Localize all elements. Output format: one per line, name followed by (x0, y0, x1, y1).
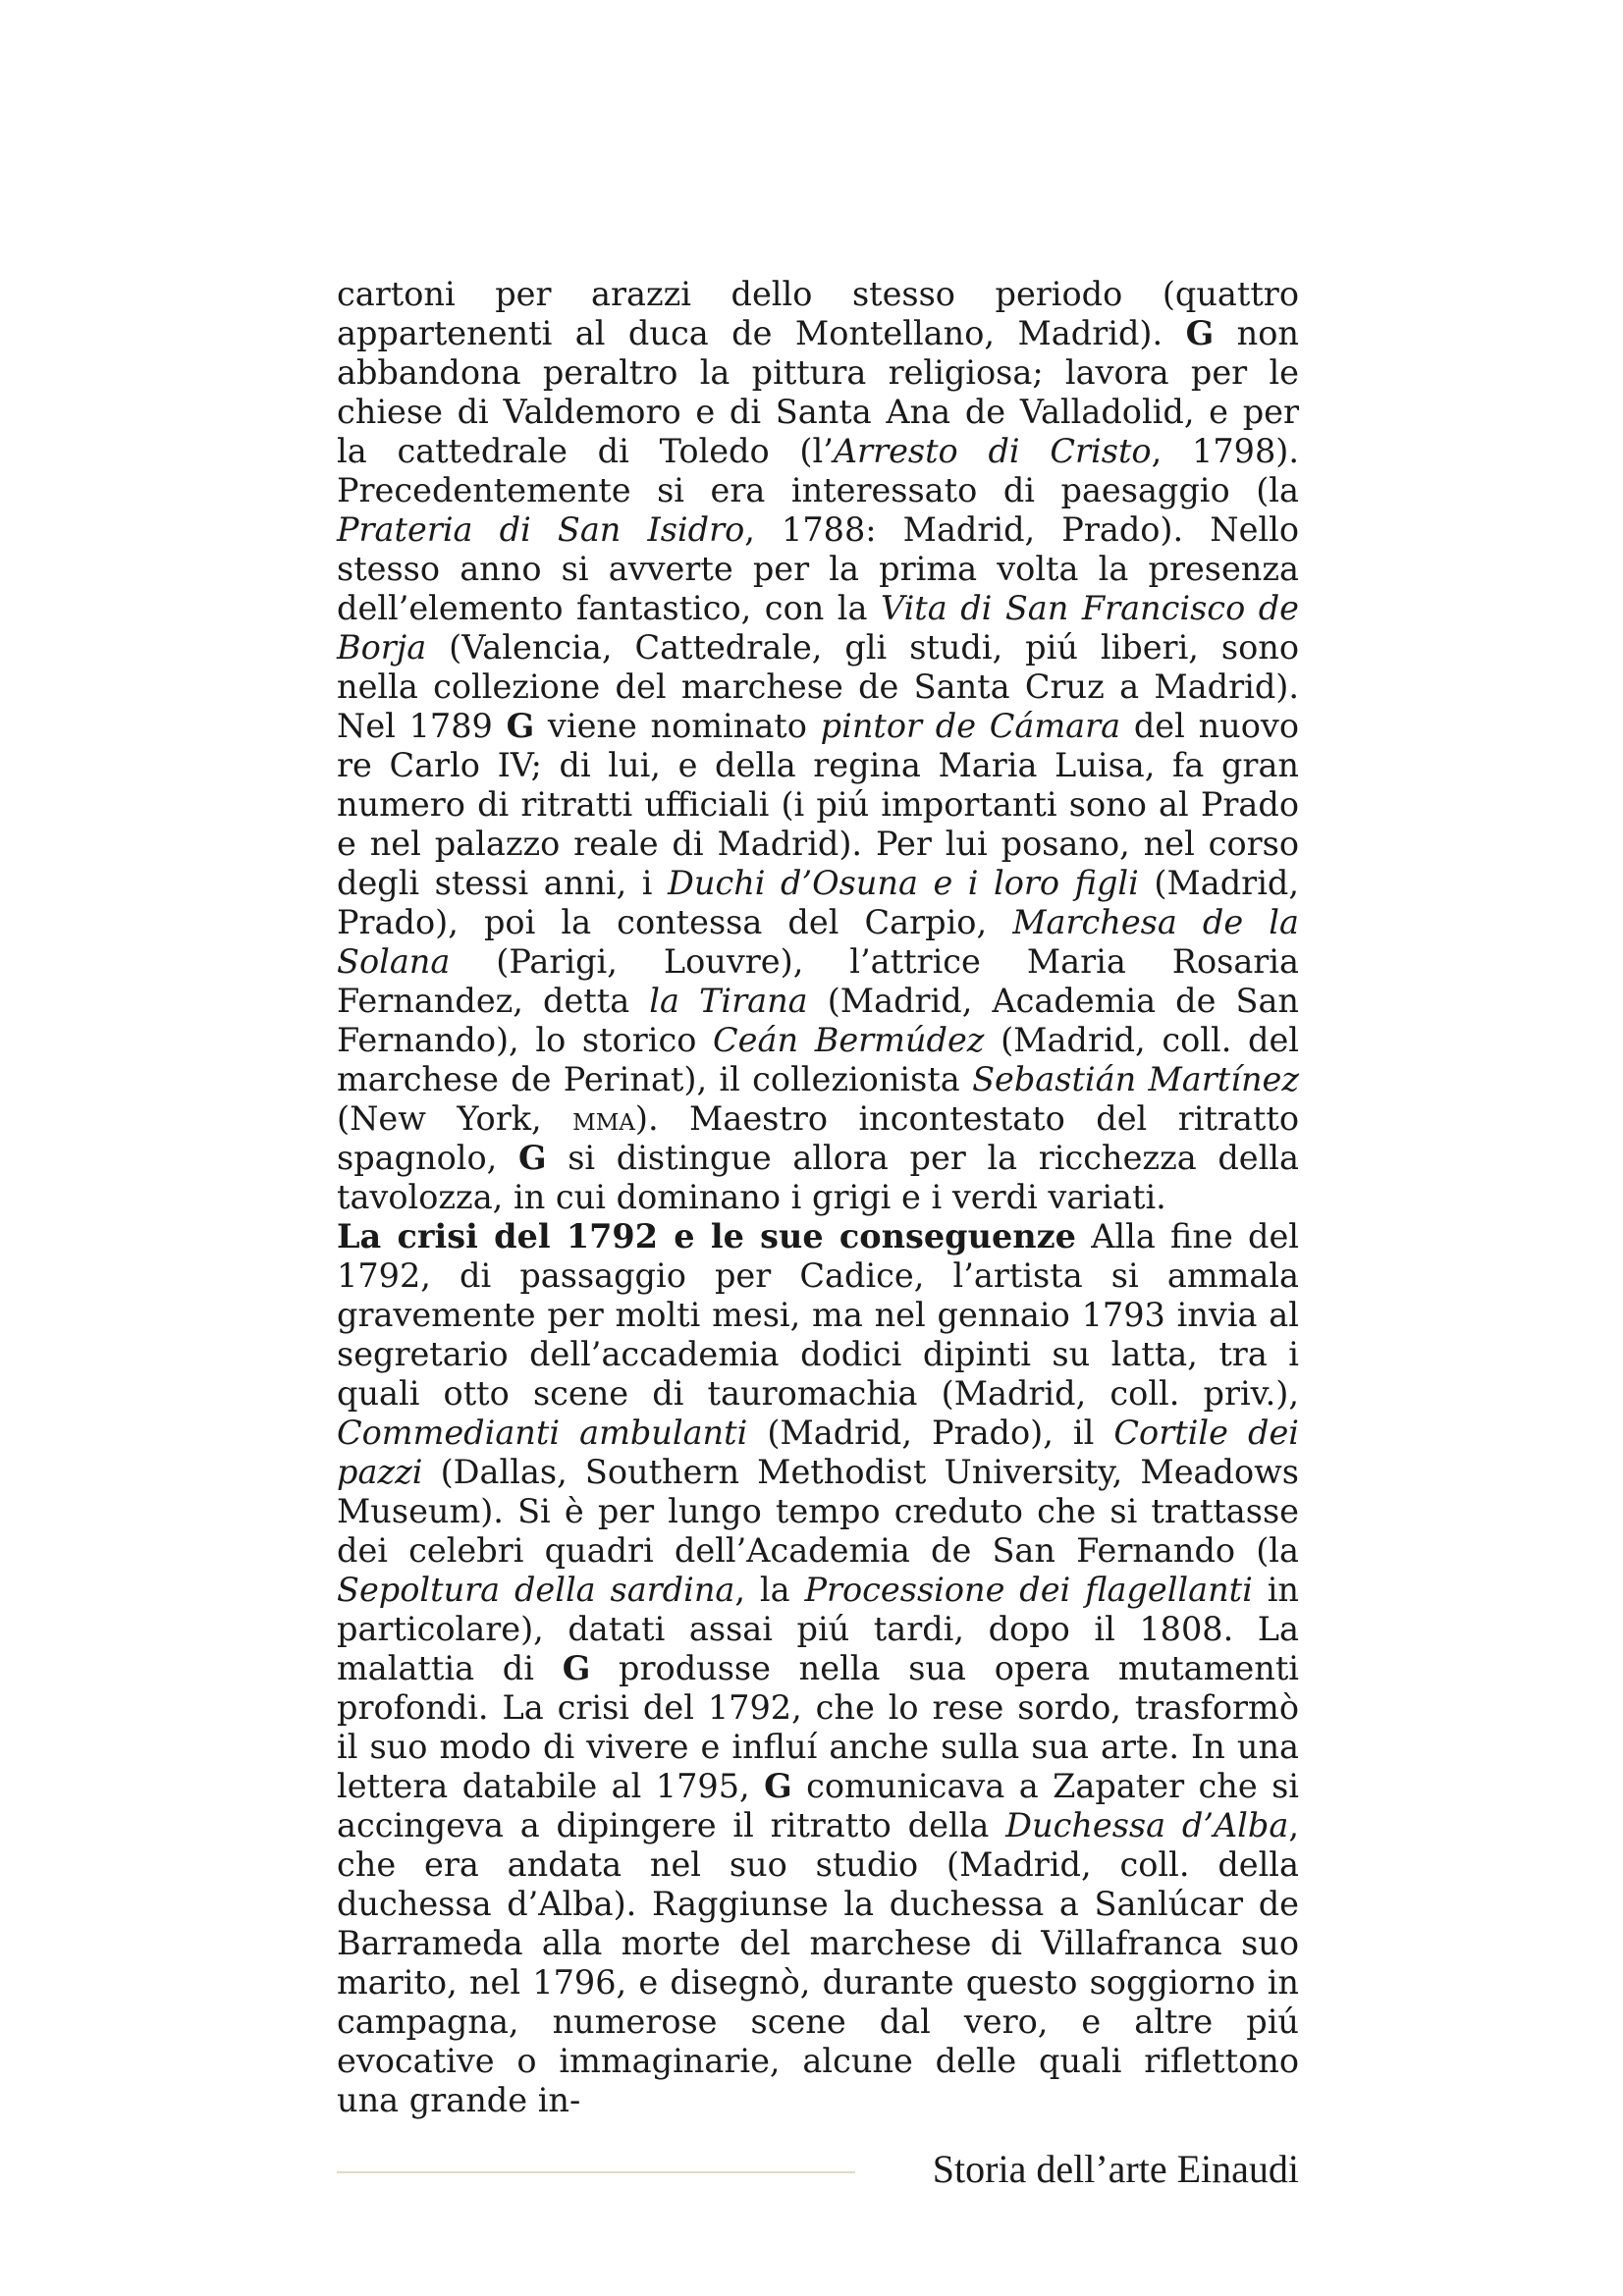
italic-run: pintor de Cámara (820, 707, 1121, 745)
text-run: viene nominato (534, 707, 821, 745)
bold-run: G (1185, 314, 1215, 352)
text-run: , 1788: Madrid, Prado). Nello stesso anno si avverte per la prima volta la presenza dell’elemento fantastico, con la (337, 510, 1299, 627)
text-run: produsse nella sua opera mutamenti profondi. La crisi del 1792, che lo rese sordo, trasformò il suo modo di vivere e influí anche sulla sua arte. In una lettera databile al 1795, (337, 1649, 1299, 1805)
bold-run: La crisi del 1792 e le sue conseguenze (337, 1217, 1076, 1255)
text-run: , che era andata nel suo studio (Madrid, coll. della duchessa d’Alba). Raggiunse la duchessa a Sanlúcar de Barrameda alla morte del marchese di Villafranca suo marito, nel 1796, e disegnò, durante questo soggiorno in campagna, numerose scene dal vero, e altre piú evocative o immaginarie, alcune delle quali riflettono una grande in- (337, 1806, 1299, 2119)
text-run: (Madrid, coll. del marchese de Perinat), il collezionista (337, 1021, 1300, 1098)
text-run: (Madrid, Prado), poi la contessa del Carpio, (337, 864, 1299, 941)
text-run: , la (734, 1571, 805, 1609)
text-run: del nuovo re Carlo IV; di lui, e della regina Maria Luisa, fa gran numero di ritratti ufficiali (i piú importanti sono al Prado e nel palazzo reale di Madrid). Per lui posano, nel corso degli stessi anni, i (337, 707, 1299, 902)
footer-title: Storia dell’arte Einaudi (932, 2147, 1299, 2191)
italic-run: Duchessa d’Alba (1005, 1806, 1289, 1844)
bold-run: G (764, 1767, 792, 1805)
italic-run: Sepoltura della sardina (337, 1571, 735, 1609)
italic-run: Prateria di San Isidro (337, 510, 745, 549)
footer-rule (337, 2171, 855, 2173)
bold-run: G (517, 1139, 547, 1177)
paragraph (337, 1217, 1299, 2120)
italic-run: Commedianti ambulanti (337, 1414, 748, 1452)
italic-run: Arresto di Cristo (833, 432, 1152, 470)
italic-run: Ceán Bermúdez (713, 1021, 985, 1059)
text-run: comunicava a Zapater che si accingeva a dipingere il ritratto della (337, 1767, 1299, 1844)
italic-run: Vita di San Francisco de Borja (337, 589, 1299, 667)
italic-run: Sebastián Martínez (972, 1060, 1299, 1098)
body-text (337, 275, 1299, 2120)
text-run: (New York, (337, 1099, 573, 1138)
text-run: (Valencia, Cattedrale, gli studi, piú liberi, sono nella collezione del marchese de Santa Cruz a Madrid). Nel 1789 (337, 628, 1299, 745)
italic-run: Marchesa de la Solana (337, 903, 1299, 981)
text-run: (Madrid, Academia de San Fernando), lo storico (337, 982, 1300, 1059)
paragraph (337, 275, 1299, 1217)
text-run: (Parigi, Louvre), l’attrice Maria Rosaria Fernandez, detta (337, 942, 1299, 1020)
text-run: , 1798). Precedentemente si era interessato di paesaggio (la (337, 432, 1299, 509)
text-run: non abbandona peraltro la pittura religiosa; lavora per le chiese di Valdemoro e di Santa Ana de Valladolid, e per la cattedrale di Toledo (l’ (337, 314, 1299, 470)
italic-run: Processione dei flagellanti (804, 1571, 1253, 1609)
italic-run: Cortile dei pazzi (337, 1414, 1299, 1491)
text-run: si distingue allora per la ricchezza della tavolozza, in cui dominano i grigi e i verdi variati. (337, 1139, 1299, 1216)
smallcaps-run: mma (572, 1099, 635, 1138)
text-run: cartoni per arazzi dello stesso periodo (quattro appartenenti al duca de Montellano, Madrid). (337, 275, 1299, 352)
text-run: (Dallas, Southern Methodist University, Meadows Museum). Si è per lungo tempo creduto che si trattasse dei celebri quadri dell’Academia de San Fernando (la (337, 1453, 1299, 1570)
text-run: Alla fine del 1792, di passaggio per Cadice, l’artista si ammala gravemente per molti mesi, ma nel gennaio 1793 invia al segretario dell’accademia dodici dipinti su latta, tra i quali otto scene di tauromachia (Madrid, coll. priv.), (337, 1217, 1299, 1413)
text-run: ). Maestro incontestato del ritratto spagnolo, (337, 1099, 1299, 1177)
italic-run: la Tirana (649, 982, 808, 1020)
bold-run: G (506, 707, 535, 745)
italic-run: Duchi d’Osuna e i loro figli (668, 864, 1139, 902)
text-run: in particolare), datati assai piú tardi, dopo il 1808. La malattia di (337, 1571, 1299, 1687)
bold-run: G (562, 1649, 591, 1687)
text-run: (Madrid, Prado), il (747, 1414, 1114, 1452)
